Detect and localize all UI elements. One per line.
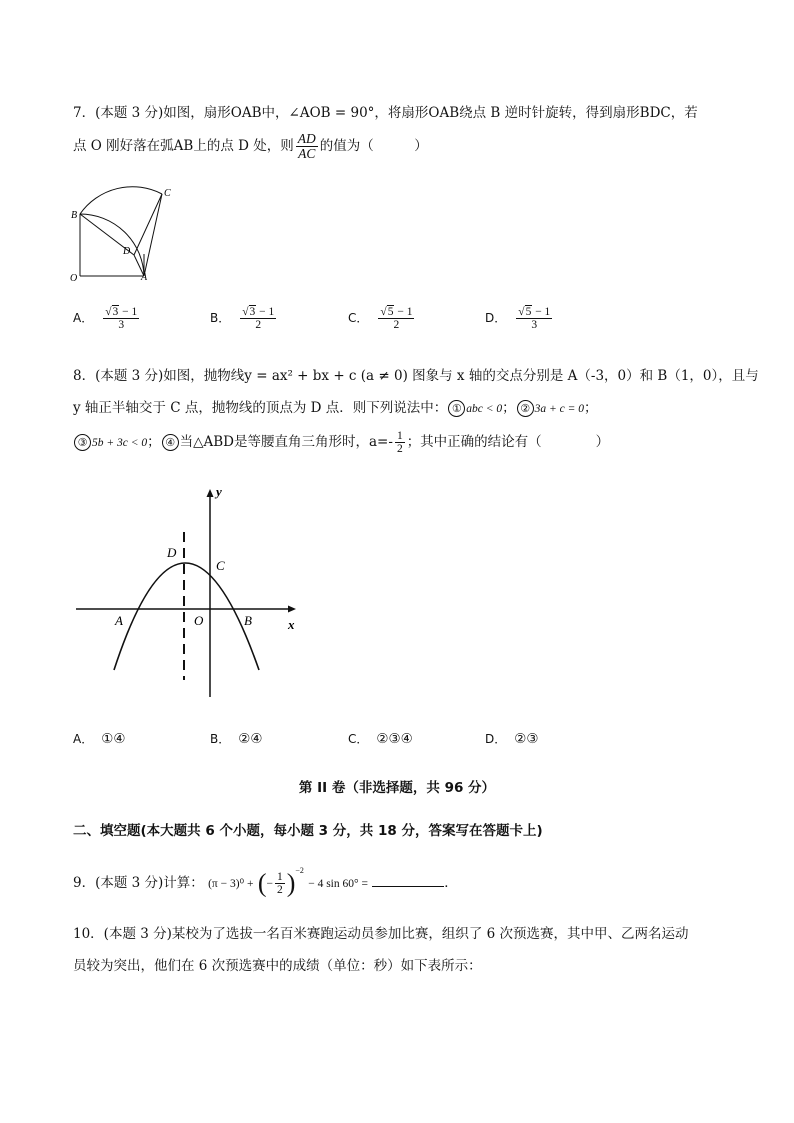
- q8-choice-d-label: D．: [485, 732, 507, 746]
- q7-choice-c-rest: − 1: [397, 306, 413, 318]
- q8-choice-a-label: A．: [73, 732, 94, 746]
- q7-label-B: B: [71, 210, 78, 221]
- q7-choice-c-den: 2: [393, 319, 400, 332]
- q9-frac-num: 1: [276, 870, 283, 883]
- q7-sector-figure: [68, 182, 178, 284]
- q8-choice-a[interactable]: [73, 730, 125, 747]
- q8-choice-b-label: B．: [210, 732, 231, 746]
- q7-choice-c-rad: 5: [387, 306, 394, 318]
- q8-label-y: y: [216, 484, 222, 499]
- q7-line2-text: 点 O 刚好落在弧AB上的点 D 处，则: [73, 138, 294, 155]
- q8-statement-3: 5b + 3c < 0: [92, 437, 148, 450]
- q7-arc-BC: [80, 187, 162, 214]
- q10-line2: 员较为突出，他们在 6 次预选赛中的成绩（单位：秒）如下表所示：: [73, 958, 482, 974]
- q7-choice-b[interactable]: [210, 306, 278, 331]
- q7-choice-d-frac: $\frac{√5 - 1}{3}$: [518, 306, 551, 332]
- q8-choice-d-value: ②③: [514, 731, 539, 747]
- q8-statement-1-mark: ①: [448, 400, 465, 417]
- q7-line1: 7．(本题 3 分)如图，扇形OAB中，∠AOB = 90°，将扇形OAB绕点 B 逆时针旋转，得到扇形BDC，若: [73, 105, 698, 121]
- q8-label-A: A: [115, 613, 123, 628]
- q8-choice-c-value: ②③④: [376, 731, 413, 747]
- q8-frac-num: 1: [396, 430, 403, 442]
- q7-choice-d-den: 3: [531, 319, 538, 332]
- q8-fraction: [395, 430, 405, 455]
- q7-frac-num: AD: [297, 131, 316, 146]
- q7-choice-a-rad: 3: [112, 306, 119, 318]
- q7-seg-DC: [134, 194, 162, 255]
- q8-label-B: B: [244, 613, 252, 628]
- q8-choice-d[interactable]: [485, 730, 538, 747]
- q8-statement-1: abc < 0: [466, 403, 503, 415]
- q8-frac-den: 2: [396, 443, 403, 456]
- q8-y-arrow: [207, 489, 214, 497]
- q9-line: 9．(本题 3 分)计算： (π − 3)⁰ + (− $\frac{1}{2}$ )$^{-2}$ − 4 sin 60° = ．: [73, 866, 458, 898]
- q7-label-O: O: [70, 273, 78, 284]
- q7-choice-a-label: A．: [73, 311, 94, 326]
- q8-statement-2-mark: ②: [517, 400, 534, 417]
- q7-choice-a[interactable]: [73, 306, 141, 331]
- q7-choice-b-label: B．: [210, 311, 231, 326]
- q9-inner-sign: −: [266, 878, 273, 890]
- q8-parabola-curve: [114, 563, 259, 670]
- q7-choice-d[interactable]: [485, 306, 554, 331]
- q8-statement-2: 3a + c = 0: [534, 403, 584, 415]
- q9-fraction: [275, 871, 285, 896]
- q8-choice-c[interactable]: [348, 730, 413, 747]
- q8-line2-text: y 轴正半轴交于 C 点，抛物线的顶点为 D 点．则下列说法中：: [73, 400, 448, 416]
- q8-choice-c-label: C．: [348, 732, 369, 746]
- q7-label-C: C: [164, 188, 171, 199]
- q7-choice-b-den: 2: [255, 319, 262, 332]
- section-title: 第 II 卷（非选择题，共 96 分）: [298, 780, 496, 796]
- q7-choice-a-den: 3: [118, 319, 125, 332]
- q9-prefix: 9．(本题 3 分)计算：: [73, 875, 204, 891]
- q9-exponent: −2: [295, 866, 304, 875]
- q8-choice-b-value: ②④: [238, 731, 263, 747]
- q8-label-D: D: [167, 545, 177, 560]
- q8-choice-b[interactable]: [210, 730, 262, 747]
- q8-choice-a-value: ①④: [101, 731, 126, 747]
- q8-label-C: C: [216, 558, 225, 573]
- q9-expr-b: − 4 sin 60° =: [308, 878, 368, 890]
- q7-choice-d-rest: − 1: [535, 306, 551, 318]
- q8-line1: 8．(本题 3 分)如图，抛物线y = ax² + bx + c (a ≠ 0) 图象与 x 轴的交点分别是 A（-3，0）和 B（1，0），且与: [73, 368, 759, 384]
- q7-choice-a-frac: $\frac{√3 - 1}{3}$: [105, 306, 138, 332]
- q8-label-O: O: [194, 613, 204, 628]
- q7-label-D: D: [123, 246, 131, 257]
- q9-frac-den: 2: [276, 884, 283, 896]
- q8-parabola-figure: [70, 482, 310, 707]
- fill-in-heading: 二、填空题(本大题共 6 个小题，每小题 3 分，共 18 分，答案写在答题卡上): [73, 823, 543, 839]
- q8-line3-end: ；其中正确的结论有（ ）: [406, 434, 610, 451]
- q7-choice-c-label: C．: [348, 311, 369, 326]
- q7-fraction: [296, 132, 318, 161]
- q10-line1: 10．(本题 3 分)某校为了选拔一名百米赛跑运动员参加比赛，组织了 6 次预选赛，其中甲、乙两名运动: [73, 926, 689, 942]
- q7-choice-c-frac: $\frac{√5 - 1}{2}$: [380, 306, 413, 332]
- q7-choice-d-rad: 5: [525, 306, 532, 318]
- q7-choice-d-label: D．: [485, 311, 507, 326]
- q7-seg-AC: [144, 194, 162, 276]
- q7-label-A: A: [141, 272, 148, 283]
- q7-choice-a-rest: − 1: [122, 306, 138, 318]
- q7-arc-AB: [80, 214, 144, 276]
- q8-statement-4: 当△ABD是等腰直角三角形时，a=-: [179, 434, 393, 451]
- q7-choice-c[interactable]: [348, 306, 416, 331]
- q7-choice-b-rad: 3: [249, 306, 256, 318]
- q7-frac-den: AC: [298, 146, 316, 162]
- q7-choice-b-frac: $\frac{√3 - 1}{2}$: [242, 306, 275, 332]
- q8-statement-4-mark: ④: [162, 434, 179, 451]
- q8-label-x: x: [288, 617, 295, 632]
- q9-end: ．: [444, 875, 458, 891]
- q8-x-arrow: [288, 606, 296, 613]
- q8-line3: ③ 5b + 3c < 0； ④ 当△ABD是等腰直角三角形时，a=- $\frac{1}{2}$ ；其中正确的结论有（ ）: [73, 430, 609, 455]
- q8-line2: y 轴正半轴交于 C 点，抛物线的顶点为 D 点．则下列说法中： ① abc < 0； ② 3a + c = 0；: [73, 400, 598, 416]
- q7-line2-end: 的值为（ ）: [319, 138, 428, 155]
- q9-expr-a: (π − 3)⁰ +: [208, 878, 254, 890]
- q7-choice-b-rest: − 1: [259, 306, 275, 318]
- q9-answer-blank[interactable]: [372, 874, 444, 887]
- q8-statement-3-mark: ③: [74, 434, 91, 451]
- q7-line2: [73, 132, 428, 161]
